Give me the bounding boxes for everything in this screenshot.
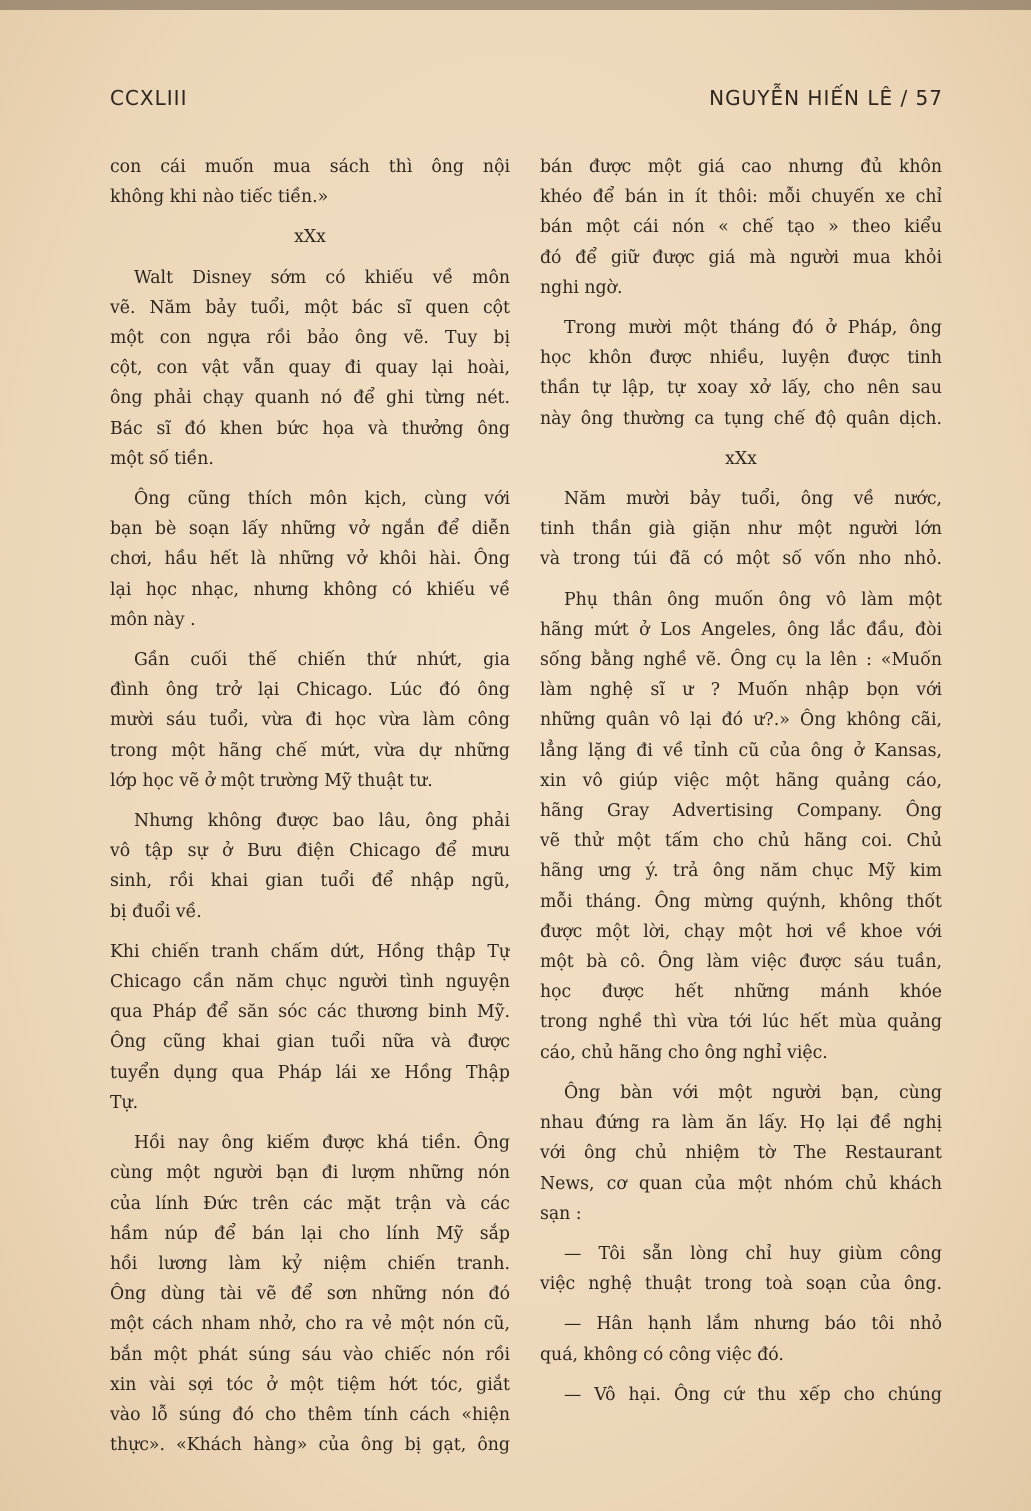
chapter-number: CCXLIII [110,86,188,110]
text-line: nhau đứng ra làm ăn lấy. Họ lại đề nghị [540,1113,942,1134]
text-line: vào lỗ súng đó cho thêm tính cách «hiện [110,1404,510,1425]
paragraph-gap [110,253,510,263]
paragraph-gap [540,1068,942,1078]
text-line: — Vô hại. Ông cứ thu xếp cho chúng [564,1384,942,1405]
paragraph [110,806,510,927]
text-line: học được hết những mánh khóe [540,982,942,1003]
text-line: xXx [725,448,757,469]
text-line: được một lời, chạy một hơi về khoe với [540,921,942,942]
text-line: Hồi nay ông kiếm được khá tiền. Ông [134,1133,510,1154]
paragraph [540,152,942,303]
paragraph-gap [540,303,942,313]
text-line: vẽ thử một tấm cho chủ hãng coi. Chủ [540,831,942,852]
text-line: một cách nham nhở, cho ra vẻ một nón cũ, [110,1314,510,1335]
text-line: hãng Gray Advertising Company. Ông [540,801,942,822]
text-line: hãng ưng ý. trả ông năm chục Mỹ kim [540,861,942,882]
text-line: sống bằng nghề vẽ. Ông cụ la lên : «Muốn [540,650,942,671]
text-line: của lính Đức trên các mặt trận và các [110,1193,510,1214]
paragraph-gap [110,635,510,645]
paragraph-gap [540,1370,942,1380]
text-line: hầm núp để bán lại cho lính Mỹ sắp [110,1223,510,1244]
text-line: Trong mười một tháng đó ở Pháp, ông [564,318,942,339]
text-line: xXx [294,227,326,248]
paragraph [540,313,942,434]
text-line: làm nghệ sĩ ư ? Muốn nhập bọn với [540,680,942,701]
text-line: thần tự lập, tự xoay xở lấy, cho nên sau [540,378,942,399]
text-line: xin vài sợi tóc ở một tiệm hớt tóc, giắt [110,1374,510,1395]
text-line: xin vô giúp việc một hãng quảng cáo, [540,770,942,791]
text-line: bắn một phát súng sáu vào chiếc nón rồi [110,1344,510,1365]
text-line: một con ngựa rồi bảo ông vẽ. Tuy bị [110,328,510,349]
paragraph [110,937,510,1118]
text-line: bạn bè soạn lấy những vở ngắn để diễn [110,519,510,540]
paragraph [110,645,510,796]
right-column [540,152,942,1410]
text-line: đó để giữ được giá mà người mua khỏi [540,247,942,268]
text-line: chơi, hầu hết là những vở khôi hài. Ông [110,549,510,570]
text-line: cáo, chủ hãng cho ông nghỉ việc. [540,1042,828,1063]
paragraph [110,263,510,474]
text-line: mười sáu tuổi, vừa đi học vừa làm công [110,710,510,731]
paragraph [540,484,942,575]
text-line: Walt Disney sớm có khiếu về môn [134,267,510,288]
text-line: và trong túi đã có một số vốn nho nhỏ. [540,549,942,570]
text-line: tuyển dụng qua Pháp lái xe Hồng Thập [110,1062,510,1083]
running-title: NGUYỄN HIẾN LÊ / 57 [709,86,943,110]
text-line: vẽ. Năm bảy tuổi, một bác sĩ quen cột [110,297,510,318]
text-line: Năm mười bảy tuổi, ông về nước, [564,489,942,510]
text-line: vô tập sự ở Bưu điện Chicago để mưu [110,841,510,862]
left-column [110,152,510,1460]
text-line: những quân vô lại đó ư?.» Ông không cãi, [540,710,942,731]
text-line: Gần cuối thế chiến thứ nhứt, gia [134,650,510,671]
text-line: hồi lương làm kỷ niệm chiến tranh. [110,1253,510,1274]
paragraph-gap [110,1118,510,1128]
text-line: ông phải chạy quanh nó để ghi từng nét. [110,388,510,409]
paragraph-gap [540,434,942,444]
text-line: đình ông trở lại Chicago. Lúc đó ông [110,680,510,701]
text-line: lẳng lặng đi về tỉnh cũ của ông ở Kansas, [540,740,942,761]
paragraph [540,1239,942,1299]
text-line: việc nghệ thuật trong toà soạn của ông. [540,1274,942,1295]
page-header [110,86,943,116]
paragraph-gap [110,927,510,937]
text-line: tinh thần già giặn như một người lớn [540,519,942,540]
text-line: sạn : [540,1203,582,1224]
text-line: với ông chủ nhiệm tờ The Restaurant [540,1143,942,1164]
text-line: sinh, rồi khai gian tuổi để nhập ngũ, [110,871,510,892]
section-break [110,222,510,252]
text-line: này ông thường ca tụng chế độ quân dịch. [540,408,942,429]
paragraph-gap [540,575,942,585]
text-line: trong một hãng chế mứt, vừa dự những [110,740,510,761]
text-line: Khi chiến tranh chấm dứt, Hồng thập Tự [110,941,510,962]
text-line: một số tiền. [110,448,214,469]
text-line: nghi ngờ. [540,277,623,298]
text-line: một bà cô. Ông làm việc được sáu tuần, [540,952,942,973]
text-line: — Hân hạnh lắm nhưng báo tôi nhỏ [564,1314,942,1335]
text-line: thực». «Khách hàng» của ông bị gạt, ông [110,1435,510,1456]
text-line: trong nghề thì vừa tới lúc hết mùa quảng [540,1012,942,1033]
text-line: hãng mứt ở Los Angeles, ông lắc đầu, đòi [540,619,942,640]
text-line: quá, không có công việc đó. [540,1344,784,1365]
text-line: không khi nào tiếc tiền.» [110,187,329,208]
text-line: qua Pháp để săn sóc các thương binh Mỹ. [110,1002,510,1023]
text-line: khéo để bán in ít thôi: mỗi chuyến xe chỉ [540,187,942,208]
text-line: Ông bàn với một người bạn, cùng [564,1082,942,1103]
text-line: bán một cái nón « chế tạo » theo kiểu [540,217,942,238]
paragraph [540,585,942,1068]
text-line: Phụ thân ông muốn ông vô làm một [564,589,942,610]
text-line: — Tôi sẵn lòng chỉ huy giùm công [564,1243,942,1264]
text-line: mỗi tháng. Ông mừng quýnh, không thốt [540,891,942,912]
text-line: học khôn được nhiều, luyện được tinh [540,348,942,369]
paragraph [110,484,510,635]
text-line: cùng một người bạn đi lượm những nón [110,1163,510,1184]
text-line: News, cơ quan của một nhóm chủ khách [540,1173,942,1194]
paragraph [110,152,510,212]
page-top-edge [0,0,1031,10]
paragraph-gap [540,1299,942,1309]
paragraph-gap [110,474,510,484]
text-line: cột, con vật vẫn quay đi quay lại hoài, [110,358,510,379]
text-line: Ông cũng thích môn kịch, cùng với [134,489,510,510]
text-line: Ông dùng tài vẽ để sơn những nón đó [110,1284,510,1305]
text-line: bị đuổi về. [110,901,202,922]
text-line: lớp học vẽ ở một trường Mỹ thuật tư. [110,770,433,791]
paragraph [540,1380,942,1410]
text-line: Tự. [110,1092,139,1113]
text-line: lại học nhạc, nhưng không có khiếu về [110,579,510,600]
text-line: Ông cũng khai gian tuổi nữa và được [110,1032,510,1053]
text-line: Chicago cần năm chục người tình nguyện [110,972,510,993]
paragraph-gap [540,474,942,484]
paragraph-gap [110,796,510,806]
text-line: môn này . [110,609,196,630]
text-line: Nhưng không được bao lâu, ông phải [134,811,510,832]
paragraph [540,1309,942,1369]
paragraph-gap [540,1229,942,1239]
text-line: con cái muốn mua sách thì ông nội [110,157,510,177]
paragraph [110,1128,510,1460]
text-line: Bác sĩ đó khen bức họa và thưởng ông [110,418,510,439]
paragraph-gap [110,212,510,222]
section-break [540,444,942,474]
paragraph [540,1078,942,1229]
text-line: bán được một giá cao nhưng đủ khôn [540,157,942,177]
